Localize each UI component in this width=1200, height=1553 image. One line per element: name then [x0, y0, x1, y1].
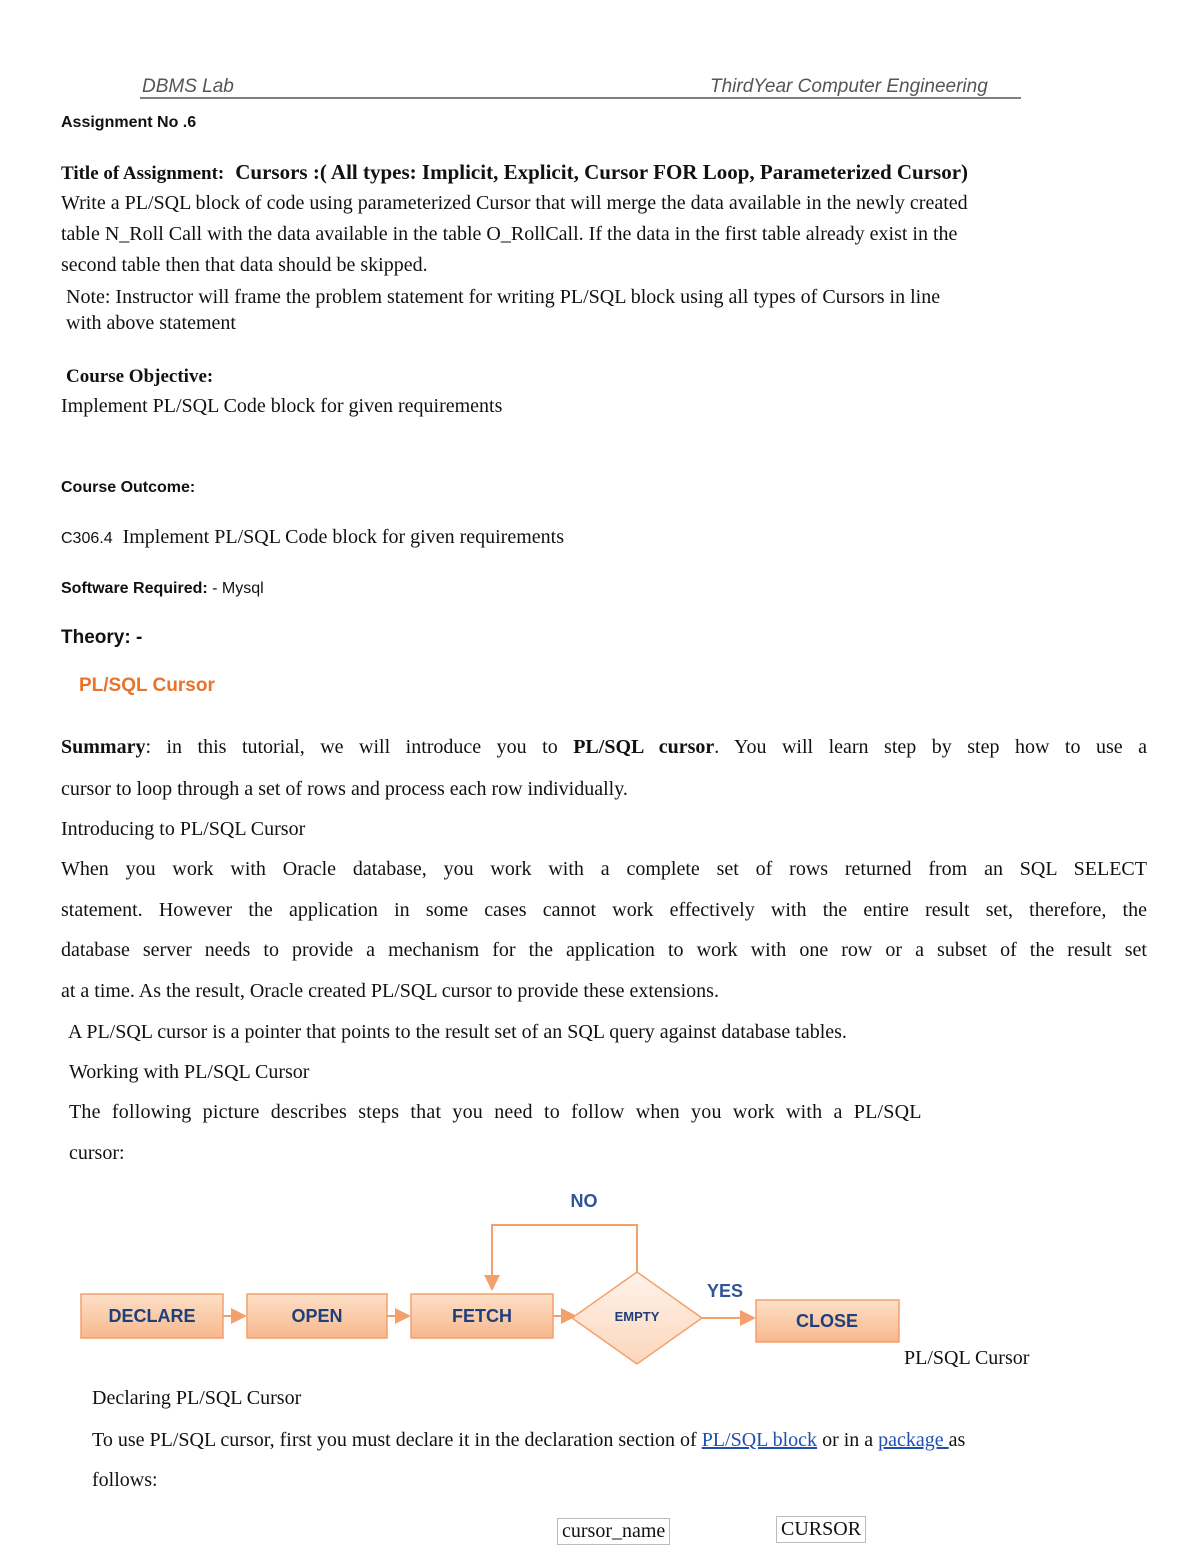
summary-label: Summary	[61, 736, 146, 758]
intro-line-1: When you work with Oracle database, you work with a complete set of rows returned from an SQL SELECT	[61, 858, 1147, 880]
declaring-text	[92, 1429, 965, 1452]
declare-text-2: or in a	[817, 1429, 879, 1451]
no-label: NO	[570, 1191, 598, 1211]
theory-label: Theory: -	[61, 627, 143, 648]
header-right: ThirdYear Computer Engineering	[710, 76, 988, 97]
software-label: Software Required:	[61, 580, 208, 597]
section-heading: PL/SQL Cursor	[79, 675, 215, 696]
intro-line-3: database server needs to provide a mechanism for the application to work with one row or a subset of the result set	[61, 939, 1147, 961]
empty-label: EMPTY	[614, 1309, 660, 1324]
intro-line-2: statement. However the application in some cases cannot work effectively with the entire result set, therefore, the	[61, 899, 1147, 921]
package-link[interactable]: package	[878, 1429, 949, 1451]
summary-line-2: cursor to loop through a set of rows and process each row individually.	[61, 778, 628, 800]
title-label: Title of Assignment:	[61, 163, 225, 184]
picture-line-2: cursor:	[69, 1142, 125, 1164]
title-value: Cursors :( All types: Implicit, Explicit, Cursor FOR Loop, Parameterized Cursor)	[235, 160, 969, 184]
declaring-line-2: follows:	[92, 1469, 158, 1491]
code-box-cursor-name: cursor_name	[557, 1518, 670, 1545]
objective-text: Implement PL/SQL Code block for given requirements	[61, 395, 503, 417]
assignment-number: Assignment No .6	[61, 114, 197, 131]
header-left: DBMS Lab	[142, 76, 234, 97]
summary-bold: PL/SQL cursor	[573, 736, 715, 758]
yes-label: YES	[706, 1281, 744, 1301]
close-label: CLOSE	[795, 1311, 859, 1331]
outcome-code: C306.4	[61, 530, 113, 547]
summary-line-1	[61, 736, 1147, 759]
note-line-1: Note: Instructor will frame the problem statement for writing PL/SQL block using all types of Cursors in line	[66, 286, 941, 308]
objective-label: Course Objective:	[66, 366, 214, 387]
fetch-label: FETCH	[452, 1306, 512, 1326]
declaring-heading: Declaring PL/SQL Cursor	[92, 1387, 302, 1409]
assignment-title	[61, 160, 968, 185]
summary-text-2: . You will learn step by step how to use a	[714, 736, 1147, 758]
intro-line-4: at a time. As the result, Oracle created PL/SQL cursor to provide these extensions.	[61, 980, 719, 1002]
pointer-line: A PL/SQL cursor is a pointer that points to the result set of an SQL query against database tables.	[68, 1021, 847, 1043]
outcome-text: Implement PL/SQL Code block for given requirements	[122, 526, 564, 548]
note-line-2: with above statement	[66, 312, 236, 334]
picture-line-1: The following picture describes steps that you need to follow when you work with a PL/SQL	[69, 1101, 922, 1123]
outcome-line	[61, 526, 564, 549]
software-value: - Mysql	[212, 580, 264, 597]
problem-line-2: table N_Roll Call with the data available in the table O_RollCall. If the data in the first table already exist in the	[61, 223, 958, 245]
flowchart-caption: PL/SQL Cursor	[904, 1347, 1030, 1369]
declare-text-3: as	[948, 1429, 966, 1451]
summary-text-1: : in this tutorial, we will introduce you to	[145, 736, 574, 758]
outcome-label: Course Outcome:	[61, 479, 196, 496]
header-rule	[140, 97, 1021, 99]
loop-back-arrow	[492, 1225, 637, 1289]
declare-text-1: To use PL/SQL cursor, first you must declare it in the declaration section of	[92, 1429, 702, 1451]
declare-label: DECLARE	[108, 1306, 196, 1326]
code-box-cursor: CURSOR	[776, 1516, 866, 1543]
open-label: OPEN	[291, 1306, 343, 1326]
software-line	[61, 580, 264, 598]
problem-line-3: second table then that data should be skipped.	[61, 254, 428, 276]
intro-heading: Introducing to PL/SQL Cursor	[61, 818, 306, 840]
plsql-block-link[interactable]: PL/SQL block	[701, 1429, 818, 1451]
working-heading: Working with PL/SQL Cursor	[69, 1061, 310, 1083]
problem-line-1: Write a PL/SQL block of code using parameterized Cursor that will merge the data available in the newly created	[61, 192, 968, 214]
